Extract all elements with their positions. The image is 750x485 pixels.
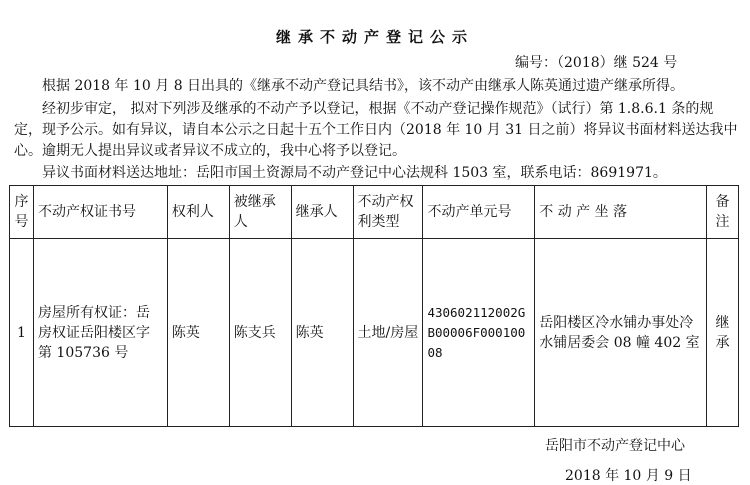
header-right-type: 不动产权利类型	[353, 186, 423, 239]
cell-owner: 陈英	[167, 239, 229, 427]
cell-decedent: 陈支兵	[229, 239, 291, 427]
cell-unit-number: 430602112002GB00006F00010008	[423, 239, 535, 427]
header-unit-number: 不动产单元号	[423, 186, 535, 239]
issue-date: 2018 年 10 月 9 日	[565, 468, 692, 484]
cell-heir: 陈英	[291, 239, 353, 427]
paragraph-basis: 根据 2018 年 10 月 8 日出具的《继承不动产登记具结书》，该不动产由继承人陈英通过遗产继承所得。	[42, 78, 685, 94]
issuing-organization: 岳阳市不动产登记中心	[545, 438, 685, 454]
cell-remarks: 继承	[706, 239, 738, 427]
table-header-row	[10, 186, 739, 239]
paragraph-review: 经初步审定， 拟对下列涉及继承的不动产予以登记，根据《不动产登记操作规范》（试行）第 1.8.6.1 条的规定，现予公示。如有异议，请自本公示之日起十五个工作日内（2018 年 10 月 31 日之前）将异议书面材料送达我中心。逾期无人提出异议或者异议不成立的，我中心将予以登记。	[14, 101, 738, 159]
publicity-table	[9, 185, 739, 427]
header-heir: 继承人	[291, 186, 353, 239]
header-certificate: 不动产权证书号	[33, 186, 167, 239]
table-row	[10, 239, 739, 427]
cell-right-type: 土地/房屋	[353, 239, 423, 427]
header-location: 不 动 产 坐 落	[535, 186, 707, 239]
cell-serial: 1	[10, 239, 34, 427]
header-serial: 序号	[10, 186, 34, 239]
paragraph-address: 异议书面材料送达地址：岳阳市国土资源局不动产登记中心法规科 1503 室，联系电话：8691971。	[42, 165, 667, 181]
cell-location: 岳阳楼区冷水铺办事处冷水铺居委会 08 幢 402 室	[535, 239, 707, 427]
header-remarks: 备注	[706, 186, 738, 239]
document-title: 继承不动产登记公示	[275, 28, 474, 46]
header-owner: 权利人	[167, 186, 229, 239]
document-number: 编号：（2018）继 524 号	[515, 55, 678, 71]
header-decedent: 被继承人	[229, 186, 291, 239]
cell-certificate: 房屋所有权证：岳房权证岳阳楼区字第 105736 号	[33, 239, 167, 427]
